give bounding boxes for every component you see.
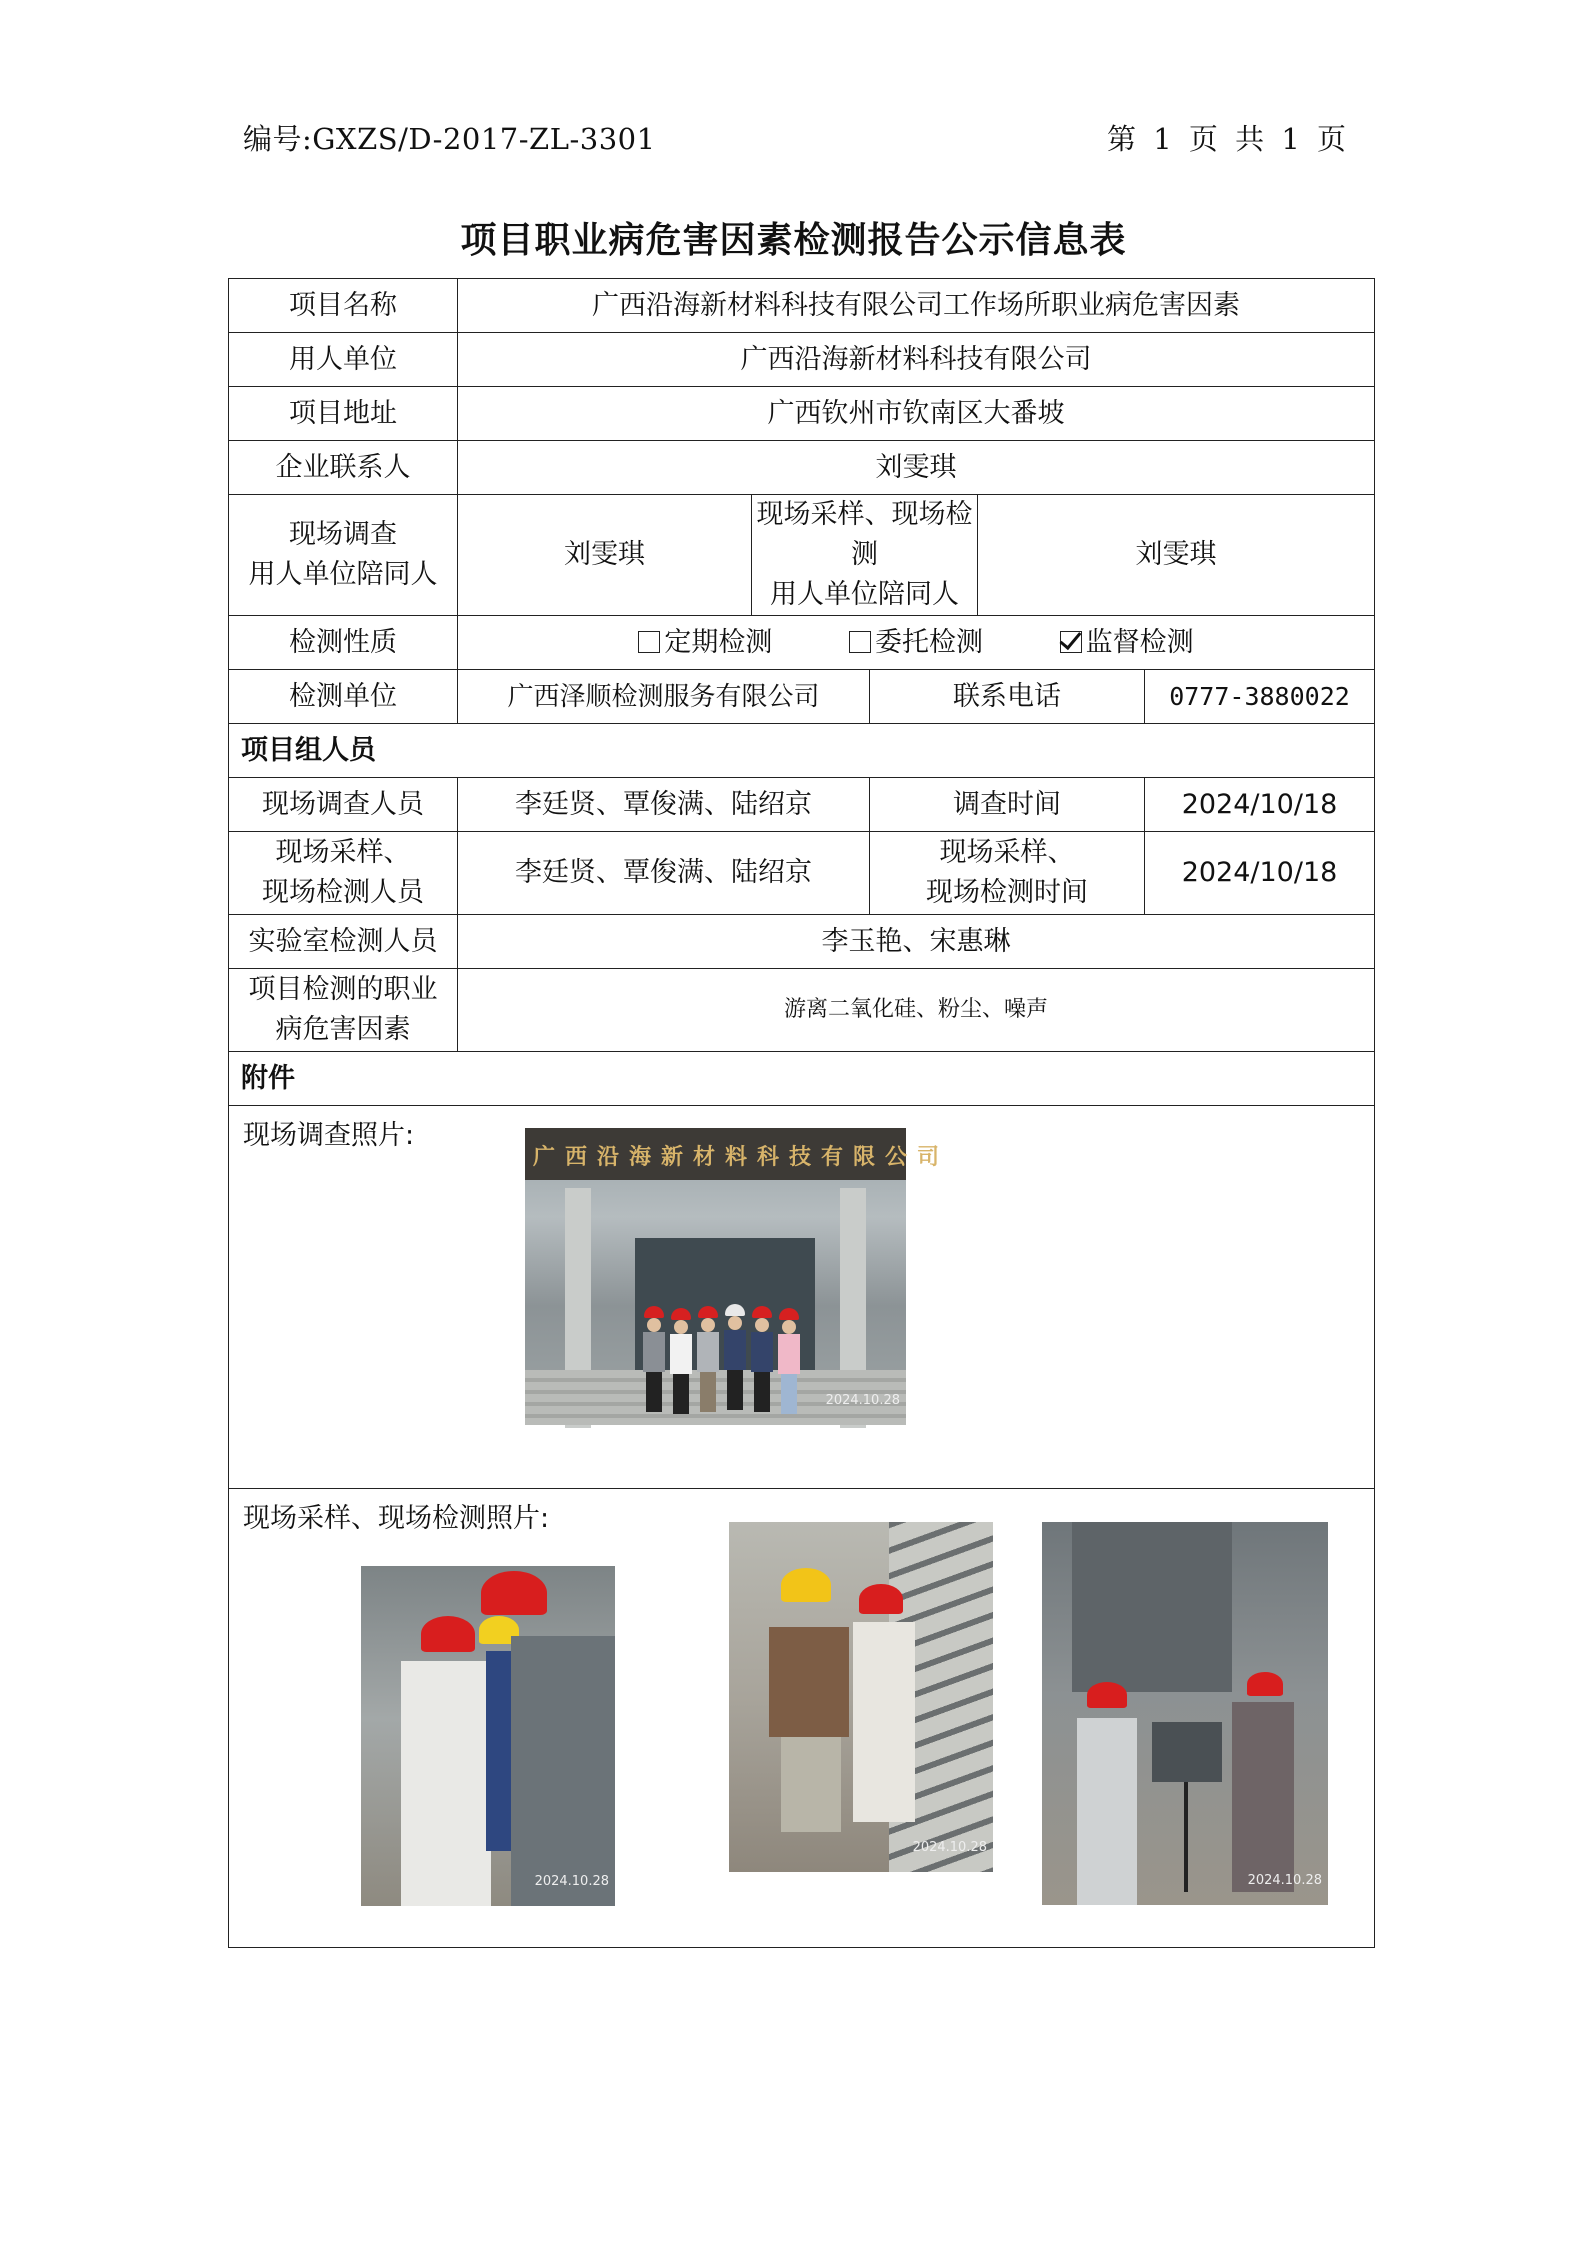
worker-body xyxy=(853,1622,915,1822)
sampling-staff: 李廷贤、覃俊满、陆绍京 xyxy=(458,832,870,915)
building-sign xyxy=(525,1128,950,1180)
photo-date-stamp: 2024.10.28 xyxy=(825,1393,900,1408)
document-number: 编号:GXZS/D-2017-ZL-3301 xyxy=(243,122,656,156)
phone: 0777-3880022 xyxy=(1145,670,1375,724)
sampling-time-label-line1: 现场采样、 xyxy=(939,837,1075,868)
red-helmet xyxy=(1087,1682,1127,1708)
hazards-label xyxy=(229,969,458,1052)
photo-date-stamp: 2024.10.28 xyxy=(912,1840,987,1855)
option-label: 定期检测 xyxy=(664,626,773,658)
address-label: 项目地址 xyxy=(229,387,458,441)
survey-photo-label: 现场调查照片: xyxy=(243,1120,415,1151)
building-sign-text: 广西沿海新材料科技有限公司 xyxy=(533,1145,950,1170)
option-commissioned xyxy=(849,627,983,658)
red-helmet xyxy=(421,1616,475,1652)
person-figure xyxy=(751,1306,773,1412)
photo-date-stamp: 2024.10.28 xyxy=(534,1874,609,1889)
hazards-label-line2: 病危害因素 xyxy=(275,1014,411,1045)
survey-staff-label: 现场调查人员 xyxy=(229,778,458,832)
sampling-photo-3 xyxy=(1042,1522,1328,1905)
person-figure xyxy=(778,1308,800,1414)
sampling-staff-label xyxy=(229,832,458,915)
phone-label: 联系电话 xyxy=(870,670,1145,724)
person-figure xyxy=(670,1308,692,1414)
sampling-photo-label: 现场采样、现场检测照片: xyxy=(243,1503,550,1534)
tripod xyxy=(1184,1782,1188,1892)
red-helmet xyxy=(1247,1672,1283,1696)
sampling-photo-1 xyxy=(361,1566,615,1906)
photo-date-stamp: 2024.10.28 xyxy=(1247,1873,1322,1888)
employer-label: 用人单位 xyxy=(229,333,458,387)
option-supervision xyxy=(1060,627,1194,658)
sampling-time-label xyxy=(870,832,1145,915)
page-title: 项目职业病危害因素检测报告公示信息表 xyxy=(460,220,1127,261)
unit-label: 检测单位 xyxy=(229,670,458,724)
page-info: 第 1 页 共 1 页 xyxy=(1107,122,1346,156)
survey-escort-label-line2: 用人单位陪同人 xyxy=(248,559,438,590)
unchecked-box-icon xyxy=(638,631,660,653)
option-periodic xyxy=(638,627,772,658)
checked-box-icon xyxy=(1060,631,1082,653)
sampling-escort: 刘雯琪 xyxy=(978,495,1375,616)
survey-time-label: 调查时间 xyxy=(870,778,1145,832)
project-name-label: 项目名称 xyxy=(229,279,458,333)
option-label: 监督检测 xyxy=(1085,626,1194,658)
team-section-header: 项目组人员 xyxy=(229,724,1375,778)
building-photo xyxy=(525,1128,950,1425)
nature-options xyxy=(458,616,1375,670)
sampling-escort-label xyxy=(752,495,978,616)
contact: 刘雯琪 xyxy=(458,441,1375,495)
worker-body xyxy=(769,1627,849,1737)
industrial-structure xyxy=(1072,1522,1232,1692)
sampling-photo-2 xyxy=(729,1522,993,1872)
sampling-staff-label-line1: 现场采样、 xyxy=(275,837,411,868)
person-figure xyxy=(643,1306,665,1412)
red-helmet xyxy=(859,1584,903,1614)
worker-body xyxy=(401,1661,491,1906)
testing-unit: 广西泽顺检测服务有限公司 xyxy=(458,670,870,724)
worker-body xyxy=(1077,1718,1137,1905)
red-helmet xyxy=(481,1571,547,1615)
hazards-label-line1: 项目检测的职业 xyxy=(248,974,438,1005)
survey-escort: 刘雯琪 xyxy=(458,495,752,616)
person-figure xyxy=(697,1306,719,1412)
survey-escort-label-line1: 现场调查 xyxy=(289,519,397,550)
lab-staff-label: 实验室检测人员 xyxy=(229,915,458,969)
noise-meter-device xyxy=(1152,1722,1222,1782)
sampling-time: 2024/10/18 xyxy=(1145,832,1375,915)
address: 广西钦州市钦南区大番坡 xyxy=(458,387,1375,441)
yellow-helmet xyxy=(781,1568,831,1602)
worker-legs xyxy=(781,1737,841,1832)
survey-time: 2024/10/18 xyxy=(1145,778,1375,832)
option-label: 委托检测 xyxy=(875,626,983,658)
info-table xyxy=(228,278,1375,1948)
unchecked-box-icon xyxy=(849,631,871,653)
contact-label: 企业联系人 xyxy=(229,441,458,495)
lab-staff: 李玉艳、宋惠琳 xyxy=(458,915,1375,969)
nature-label: 检测性质 xyxy=(229,616,458,670)
employer: 广西沿海新材料科技有限公司 xyxy=(458,333,1375,387)
sampling-staff-label-line2: 现场检测人员 xyxy=(262,877,424,908)
survey-escort-label xyxy=(229,495,458,616)
sampling-photo-cell xyxy=(229,1489,1375,1948)
sampling-escort-label-line1: 现场采样、现场检测 xyxy=(756,499,973,570)
survey-photo-cell xyxy=(229,1106,1375,1489)
hazards: 游离二氧化硅、粉尘、噪声 xyxy=(458,969,1375,1052)
person-figure xyxy=(724,1304,746,1410)
survey-staff: 李廷贤、覃俊满、陆绍京 xyxy=(458,778,870,832)
sampling-time-label-line2: 现场检测时间 xyxy=(926,877,1088,908)
attachments-section-header: 附件 xyxy=(229,1052,1375,1106)
project-name: 广西沿海新材料科技有限公司工作场所职业病危害因素 xyxy=(458,279,1375,333)
sampling-escort-label-line2: 用人单位陪同人 xyxy=(770,579,959,610)
